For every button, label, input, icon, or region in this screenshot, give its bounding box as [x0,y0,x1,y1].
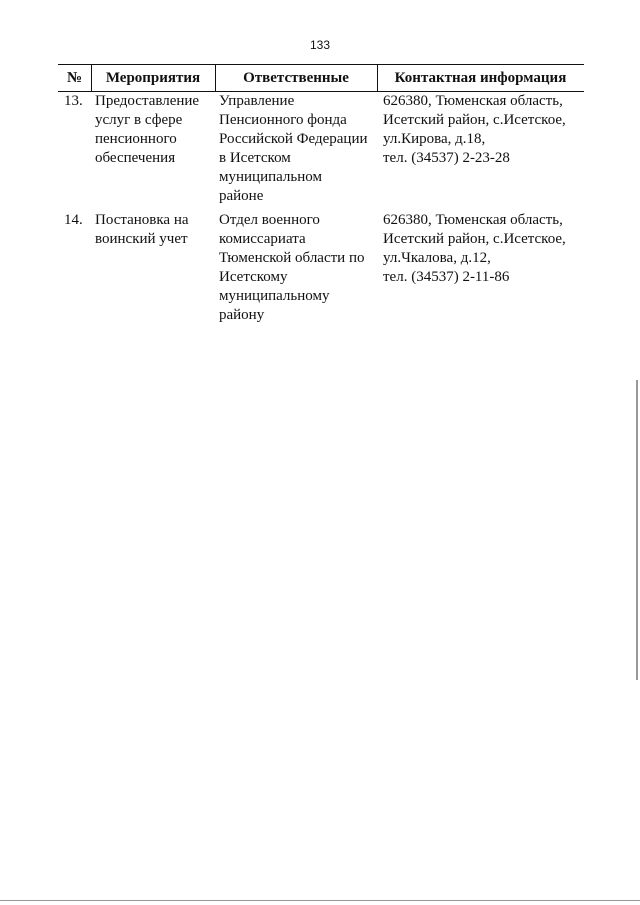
row-responsible: Отдел военного комиссариата Тюменской области по Исетскому муниципальному району [219,212,365,323]
row-responsible: Управление Пенсионного фонда Российской Федерации в Исетском муниципальном районе [219,93,368,204]
table-header [58,64,584,92]
row-contact: 626380, Тюменская область, Исетский район, с.Исетское, ул.Кирова, д.18, тел. (34537) 2-23-28 [383,93,566,166]
row-contact: 626380, Тюменская область, Исетский район, с.Исетское, ул.Чкалова, д.12, тел. (34537) 2-11-86 [383,212,566,285]
row-number: 13. [64,93,83,109]
header-number: № [66,70,83,86]
page-number: 133 [309,38,331,52]
header-events: Мероприятия [105,70,201,86]
header-contact: Контактная информация [394,70,567,86]
scan-bottom-mark [0,900,640,901]
row-event: Постановка на воинский учет [95,212,189,247]
row-event: Предоставление услуг в сфере пенсионного обеспечения [95,93,200,166]
header-responsible: Ответственные [243,70,349,86]
row-number: 14. [64,212,83,228]
scan-edge-mark [636,380,638,680]
